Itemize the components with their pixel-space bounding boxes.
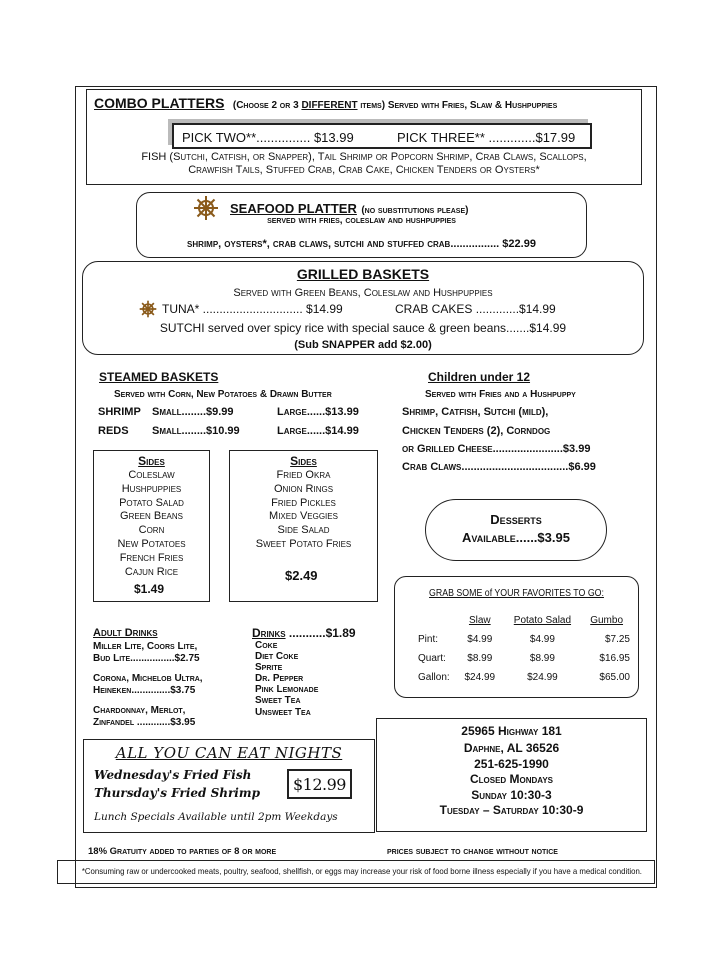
to-go-size: Quart: <box>418 653 446 664</box>
pick-three: PICK THREE** .............$17.99 <box>397 130 576 145</box>
to-go-header: Potato Salad <box>513 615 572 626</box>
info-closed: Closed Mondays <box>469 772 554 786</box>
info-phone: 251-625-1990 <box>474 757 549 771</box>
adult-drinks-line5: Chardonnay, Merlot, <box>93 705 186 716</box>
drink-item: Unsweet Tea <box>255 706 311 718</box>
to-go-size: Gallon: <box>418 672 450 683</box>
grilled-served: Served with Green Beans, Coleslaw and Hushpuppies <box>233 287 493 299</box>
side-item: Mixed Veggies <box>269 510 338 523</box>
seafood-title: SEAFOOD PLATTER <box>230 201 357 216</box>
ayce-box <box>83 739 375 833</box>
steamed-title: STEAMED BASKETS <box>99 370 219 384</box>
sides2-list <box>230 469 377 552</box>
to-go-price: $24.99 <box>527 672 558 683</box>
info-address: 25965 Highway 181 <box>461 724 562 738</box>
combo-choices-line1: FISH (Sutchi, Catfish, or Snapper), Tail Shrimp or Popcorn Shrimp, Crab Claws, Scallops, <box>141 151 587 163</box>
drink-item: Sweet Tea <box>255 695 301 707</box>
to-go-table <box>418 611 630 687</box>
children-line1: Shrimp, Catfish, Sutchi (mild), <box>402 406 549 418</box>
children-line2: Chicken Tenders (2), Corndog <box>402 425 551 437</box>
steamed-shrimp-small: Small........$9.99 <box>152 406 234 418</box>
table-row <box>418 630 630 649</box>
to-go-price: $65.00 <box>599 672 630 683</box>
side-item: Sweet Potato Fries <box>255 537 352 550</box>
table-row <box>418 649 630 668</box>
to-go-size: Pint: <box>418 634 439 645</box>
grilled-baskets-box <box>82 261 644 355</box>
drinks-title: Drinks <box>252 626 286 640</box>
side-item: New Potatoes <box>117 537 186 550</box>
adult-drinks-line2: Bud Lite................$2.75 <box>93 653 200 664</box>
steamed-reds-large: Large......$14.99 <box>277 425 359 437</box>
info-weekdays: Tuesday – Saturday 10:30-9 <box>439 803 584 817</box>
to-go-price: $4.99 <box>467 634 493 645</box>
drinks-price: ...........$1.89 <box>285 626 356 640</box>
adult-drinks-line3: Corona, Michelob Ultra, <box>93 673 203 684</box>
side-item: Fried Okra <box>276 469 331 481</box>
to-go-price: $16.95 <box>599 653 630 664</box>
seafood-platter-box <box>136 192 587 258</box>
table-row <box>418 668 630 687</box>
children-served: Served with Fries and a Hushpuppy <box>425 389 576 400</box>
adult-drinks-line1: Miller Lite, Coors Lite, <box>93 641 198 652</box>
grilled-tuna: TUNA* .............................. $14.99 <box>162 302 343 316</box>
drink-item: Coke <box>255 640 278 651</box>
info-box <box>376 718 647 832</box>
to-go-header-row <box>418 611 630 630</box>
children-line4: Crab Claws...................................$6.99 <box>402 461 596 473</box>
desserts-line2: Available......$3.95 <box>462 530 570 545</box>
ayce-price: $12.99 <box>293 775 346 794</box>
to-go-price: $24.99 <box>464 672 496 683</box>
sides2-price: $2.49 <box>285 568 318 583</box>
sides1-title: Sides <box>138 454 165 468</box>
info-city: Daphne, AL 36526 <box>463 741 560 755</box>
grilled-title: GRILLED BASKETS <box>296 266 430 282</box>
prices-note: prices subject to change without notice <box>387 846 558 857</box>
steamed-reds-small: Small........$10.99 <box>152 425 240 437</box>
ayce-title: ALL YOU CAN EAT NIGHTS <box>115 744 343 762</box>
seafood-note: (no substitutions please) <box>361 205 469 216</box>
side-item: Side Salad <box>277 524 330 537</box>
ayce-price-box <box>287 769 352 799</box>
adult-drinks-line4: Heineken..............$3.75 <box>93 685 196 696</box>
side-item: Hushpuppies <box>121 482 182 495</box>
side-item: Coleslaw <box>128 469 175 481</box>
disclaimer: *Consuming raw or undercooked meats, poultry, seafood, shellfish, or eggs may increase your risk of food borne illness especially if you have a medical condition. <box>81 866 642 876</box>
combo-header <box>94 95 557 113</box>
combo-subtitle: (Choose 2 or 3 DIFFERENT items) Served with Fries, Slaw & Hushpuppies <box>232 100 558 111</box>
gratuity-note: 18% Gratuity added to parties of 8 or more <box>88 846 277 857</box>
desserts-line1: Desserts <box>490 512 542 527</box>
to-go-header: Gumbo <box>590 615 624 626</box>
side-item: Onion Rings <box>273 482 334 495</box>
combo-platters-box <box>86 89 642 185</box>
adult-drinks-title: Adult Drinks <box>93 627 158 639</box>
combo-title: COMBO PLATTERS <box>94 95 225 111</box>
seafood-items: shrimp, oysters*, crab claws, sutchi and stuffed crab................ $22.99 <box>187 238 536 250</box>
drinks-header <box>252 626 356 640</box>
sides-box-1 <box>93 450 210 602</box>
sides1-price: $1.49 <box>134 582 165 596</box>
sides2-title: Sides <box>290 454 317 468</box>
sides1-list <box>94 469 209 579</box>
to-go-header: Slaw <box>468 615 491 626</box>
steamed-reds-name: REDS <box>98 425 129 437</box>
pick-two: PICK TWO**............... $13.99 <box>182 130 354 145</box>
combo-choices-line2: Crawfish Tails, Stuffed Crab, Crab Cake, Chicken Tenders or Oysters* <box>188 164 540 176</box>
ayce-line2: Thursday's Fried Shrimp <box>94 786 260 800</box>
disclaimer-box <box>57 860 655 884</box>
desserts-oval <box>425 499 607 561</box>
seafood-served: served with fries, coleslaw and hushpuppies <box>267 215 456 226</box>
to-go-title: GRAB SOME of YOUR FAVORITES TO GO: <box>429 588 604 599</box>
side-item: Potato Salad <box>119 496 184 509</box>
to-go-price: $7.25 <box>604 634 630 645</box>
children-line3: or Grilled Cheese.......................$3.99 <box>402 443 591 455</box>
steamed-shrimp-name: SHRIMP <box>98 406 141 418</box>
to-go-box <box>394 576 639 698</box>
grilled-crab-cakes: CRAB CAKES .............$14.99 <box>395 302 556 316</box>
side-item: French Fries <box>119 551 184 564</box>
to-go-price: $8.99 <box>529 653 555 664</box>
grilled-sub: (Sub SNAPPER add $2.00) <box>294 339 432 351</box>
drink-item: Sprite <box>255 662 283 674</box>
steamed-shrimp-large: Large......$13.99 <box>277 406 359 418</box>
side-item: Fried Pickles <box>271 496 336 509</box>
info-sunday: Sunday 10:30-3 <box>471 788 552 802</box>
side-item: Cajun Rice <box>124 565 179 578</box>
adult-drinks-line6: Zinfandel ............$3.95 <box>93 717 196 728</box>
side-item: Corn <box>138 524 165 537</box>
grilled-sutchi: SUTCHI served over spicy rice with special sauce & green beans.......$14.99 <box>159 321 567 335</box>
ayce-lunch: Lunch Specials Available until 2pm Weekdays <box>94 811 338 823</box>
combo-pick-box <box>172 123 592 149</box>
drink-item: Dr. Pepper <box>255 673 304 685</box>
to-go-price: $4.99 <box>529 634 555 645</box>
ayce-line1: Wednesday's Fried Fish <box>94 768 252 782</box>
to-go-price: $8.99 <box>467 653 493 664</box>
steamed-served: Served with Corn, New Potatoes & Drawn Butter <box>114 389 332 400</box>
drink-item: Pink Lemonade <box>255 684 319 696</box>
children-title: Children under 12 <box>428 370 531 384</box>
drink-item: Diet Coke <box>255 651 299 663</box>
drinks-list <box>255 640 318 718</box>
sides-box-2 <box>229 450 378 602</box>
ship-wheel-icon <box>139 300 157 318</box>
side-item: Green Beans <box>120 510 183 523</box>
